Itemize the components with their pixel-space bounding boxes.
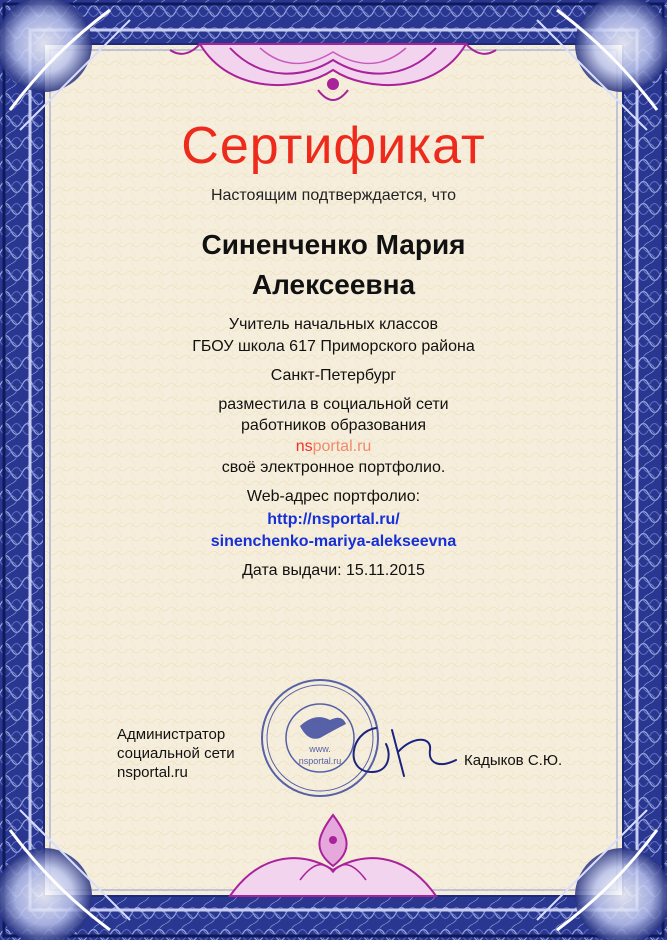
- confirmation-text: Настоящим подтверждается, что: [210, 187, 457, 204]
- portfolio-url-line1[interactable]: http://nsportal.ru/: [267, 511, 400, 528]
- statement-line1: разместила в социальной сети: [218, 396, 449, 413]
- issue-date: Дата выдачи: 15.11.2015: [242, 562, 425, 579]
- admin-line3: nsportal.ru: [117, 764, 188, 781]
- recipient-position: Учитель начальных классов: [228, 316, 439, 333]
- site-name: [0, 436, 667, 457]
- recipient-name-line1: Синенченко Мария: [201, 229, 466, 260]
- admin-line1: Администратор: [117, 726, 226, 743]
- admin-line2: социальной сети: [117, 745, 235, 762]
- site-name-suffix: portal.ru: [312, 438, 372, 455]
- certificate-title: Сертификат: [181, 117, 486, 175]
- statement-line2: работников образования: [240, 417, 427, 434]
- administrator-block: [117, 725, 235, 782]
- recipient-school: ГБОУ школа 617 Приморского района: [192, 338, 475, 355]
- recipient-city: Санкт-Петербург: [270, 367, 397, 384]
- recipient-name-line2: Алексеевна: [251, 269, 416, 300]
- portfolio-url-line2[interactable]: sinenchenko-mariya-alekseevna: [210, 533, 457, 550]
- statement-line3: своё электронное портфолио.: [221, 459, 446, 476]
- site-name-prefix: ns: [295, 438, 313, 455]
- signer-name: Кадыков С.Ю.: [464, 752, 563, 769]
- web-address-label: Web-адрес портфолио:: [246, 488, 421, 505]
- svg-text:nsportal.ru: nsportal.ru: [298, 756, 342, 766]
- svg-text:www.: www.: [309, 744, 331, 754]
